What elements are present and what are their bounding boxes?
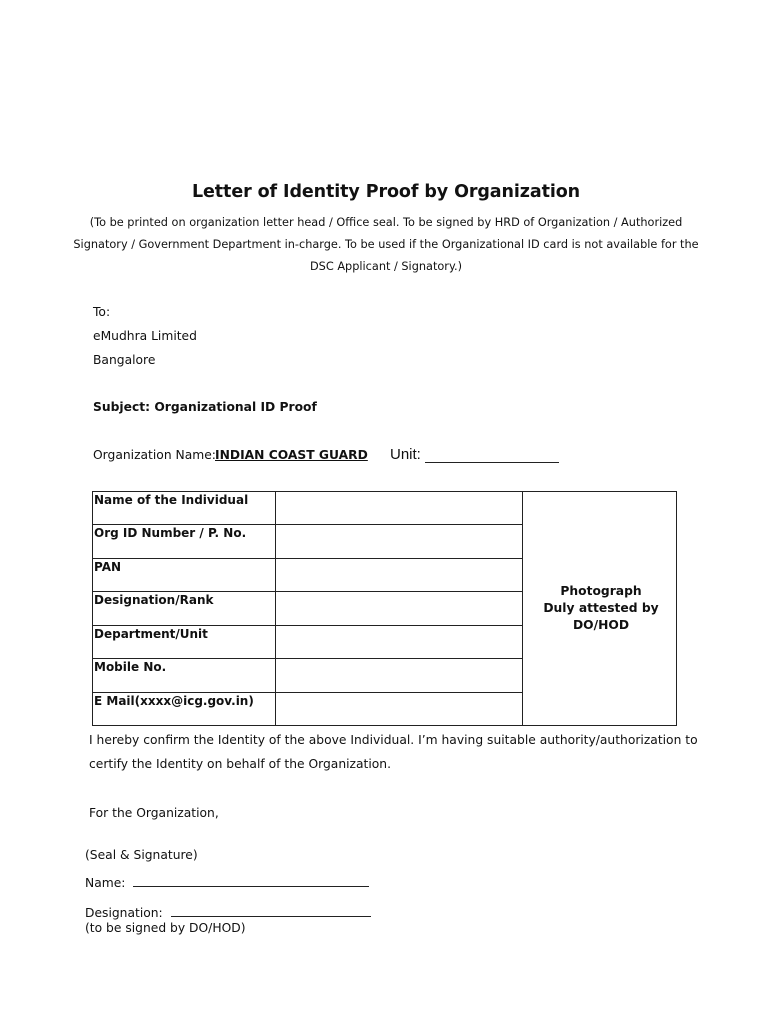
organization-label: Organization Name: <box>93 448 216 462</box>
designation-label: Designation: <box>85 906 163 920</box>
photo-label-2: Duly attested by <box>543 601 659 615</box>
row-value-email[interactable] <box>276 692 523 725</box>
instruction-line-1: (To be printed on organization letter head / Office seal. To be signed by HRD of Organization / Authorized <box>89 216 683 229</box>
name-label: Name: <box>85 876 126 890</box>
photograph-box <box>523 492 677 726</box>
row-label-email: E Mail(xxxx@icg.gov.in) <box>93 692 276 725</box>
photo-label-1: Photograph <box>560 584 642 598</box>
address-company: eMudhra Limited <box>93 329 197 343</box>
address-city: Bangalore <box>93 353 156 367</box>
address-to: To: <box>93 305 111 319</box>
confirmation-line-1: I hereby confirm the Identity of the above Individual. I’m having suitable authority/authorization to <box>89 733 698 747</box>
row-value-pan[interactable] <box>276 558 523 591</box>
subject-line: Subject: Organizational ID Proof <box>93 400 317 414</box>
unit-label: Unit: <box>390 446 421 463</box>
seal-signature-label: (Seal & Signature) <box>85 848 198 862</box>
row-value-mobile[interactable] <box>276 659 523 692</box>
page-title: Letter of Identity Proof by Organization <box>191 182 581 202</box>
name-field-row <box>85 875 369 890</box>
designation-field-row <box>85 905 371 920</box>
sign-note: (to be signed by DO/HOD) <box>85 921 246 935</box>
row-value-name[interactable] <box>276 492 523 525</box>
unit-fill-line <box>425 462 559 463</box>
row-label-mobile: Mobile No. <box>93 659 276 692</box>
row-label-department: Department/Unit <box>93 625 276 658</box>
row-label-designation: Designation/Rank <box>93 592 276 625</box>
instruction-line-3: DSC Applicant / Signatory.) <box>309 260 463 273</box>
name-field-line[interactable] <box>133 875 369 887</box>
identity-table <box>92 491 677 726</box>
organization-value: INDIAN COAST GUARD <box>215 448 368 462</box>
row-value-org-id[interactable] <box>276 525 523 558</box>
table-row <box>93 492 677 525</box>
designation-field-line[interactable] <box>171 905 371 917</box>
row-label-name: Name of the Individual <box>93 492 276 525</box>
row-label-pan: PAN <box>93 558 276 591</box>
row-value-department[interactable] <box>276 625 523 658</box>
row-label-org-id: Org ID Number / P. No. <box>93 525 276 558</box>
row-value-designation[interactable] <box>276 592 523 625</box>
confirmation-line-2: certify the Identity on behalf of the Organization. <box>89 757 392 771</box>
photo-label-3: DO/HOD <box>572 618 630 632</box>
closing-line: For the Organization, <box>89 806 219 820</box>
instruction-line-2: Signatory / Government Department in-charge. To be used if the Organizational ID card is not available for the <box>73 238 699 251</box>
